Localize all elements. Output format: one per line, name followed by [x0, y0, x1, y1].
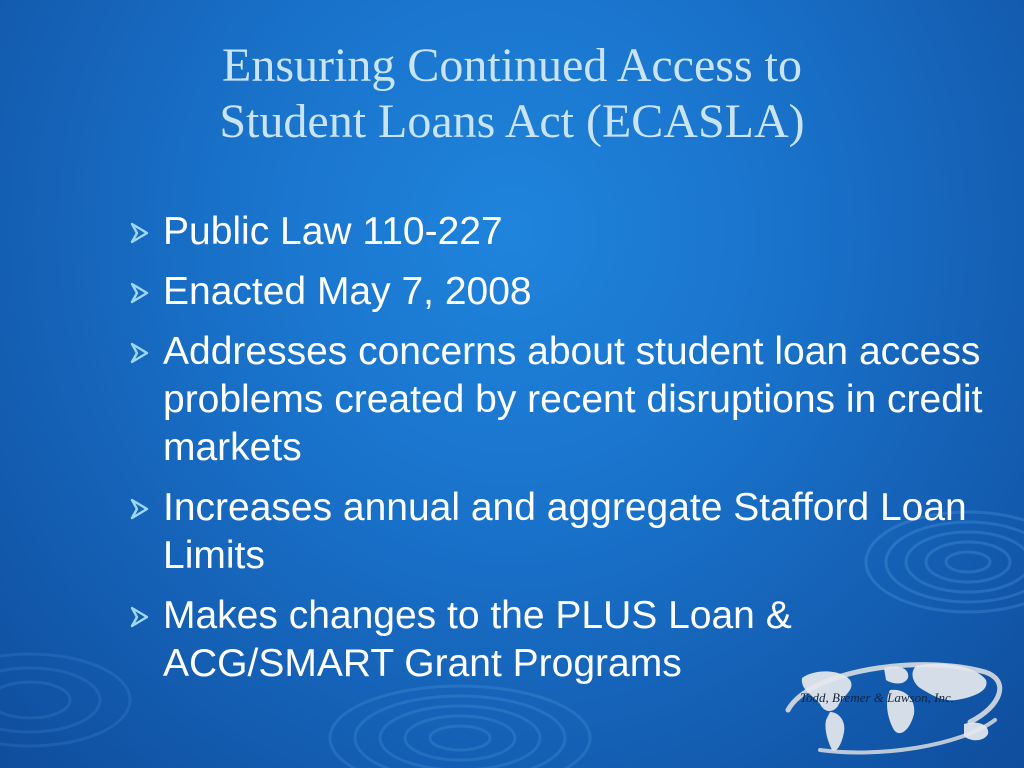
arrowhead-icon [127, 497, 151, 521]
company-logo-text: Todd, Bremer & Lawson, Inc. [800, 690, 954, 705]
arrowhead-icon [127, 281, 151, 305]
arrowhead-icon [127, 605, 151, 629]
bullet-text: Enacted May 7, 2008 [163, 270, 532, 313]
bullet-item [125, 484, 995, 580]
bullet-text: Addresses concerns about student loan access problems created by recent disruptions in credit markets [163, 330, 983, 469]
slide-title-line-1: Ensuring Continued Access to [222, 39, 802, 92]
bullet-text: Public Law 110-227 [163, 210, 503, 253]
bullet-list [125, 208, 995, 700]
bullet-item [125, 208, 995, 256]
bullet-text: Increases annual and aggregate Stafford Loan Limits [163, 486, 967, 577]
slide-title [40, 38, 984, 150]
bullet-item [125, 328, 995, 472]
arrowhead-icon [127, 221, 151, 245]
arrowhead-icon [127, 341, 151, 365]
slide-title-line-2: Student Loans Act (ECASLA) [219, 95, 805, 148]
bullet-text: Makes changes to the PLUS Loan & ACG/SMART Grant Programs [163, 594, 792, 685]
bullet-item [125, 268, 995, 316]
